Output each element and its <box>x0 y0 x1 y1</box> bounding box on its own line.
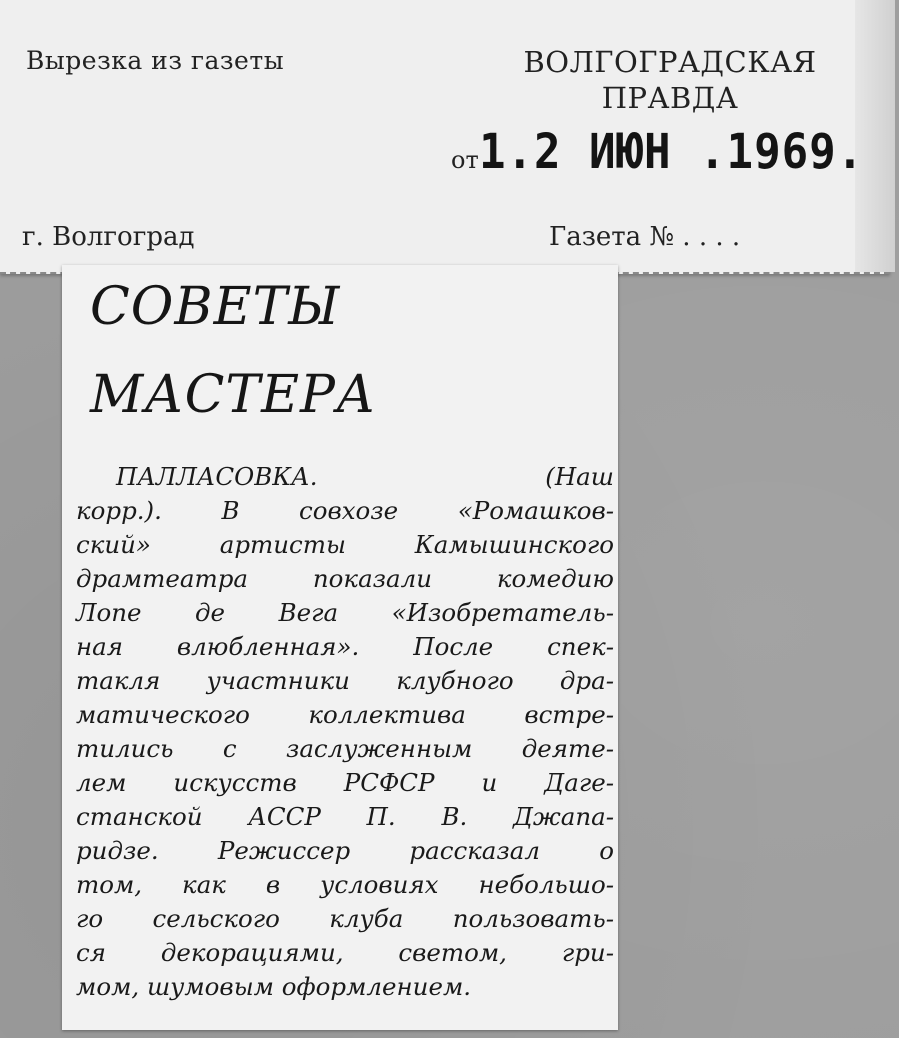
date-prefix: от <box>451 146 479 174</box>
article-headline-line2: МАСТЕРА <box>90 365 377 425</box>
article-line: такля участники клубного дра- <box>76 666 614 695</box>
article-line: матического коллектива встре- <box>76 700 614 729</box>
article-line: ский» артисты Камышинского <box>76 530 614 559</box>
article-line: ся декорациями, светом, гри- <box>76 938 614 967</box>
date-line <box>451 124 897 180</box>
article-line: станской АССР П. В. Джапа- <box>76 802 614 831</box>
newspaper-name-line2: ПРАВДА <box>601 81 739 115</box>
article-line: ридзе. Режиссер рассказал о <box>76 836 614 865</box>
article-line: драмтеатра показали комедию <box>76 564 614 593</box>
article-headline-line1: СОВЕТЫ <box>90 277 341 337</box>
issue-number-label: Газета № . . . . <box>549 222 741 252</box>
article-line: ПАЛЛАСОВКА. (Наш <box>116 462 614 491</box>
article-line: лем искусств РСФСР и Даге- <box>76 768 614 797</box>
article-line: корр.). В совхозе «Ромашков- <box>76 496 614 525</box>
article-body <box>76 460 614 1004</box>
date-stamp: 1.2 ИЮН .1969. <box>478 124 864 180</box>
article-line: том, как в условиях небольшо- <box>76 870 614 899</box>
clipping-source-label: Вырезка из газеты <box>26 46 285 75</box>
article-line: го сельского клуба пользовать- <box>76 904 614 933</box>
article-line: ная влюбленная». После спек- <box>76 632 614 661</box>
article-line: мом, шумовым оформлением. <box>76 972 472 1001</box>
article-line: Лопе де Вега «Изобретатель- <box>76 598 614 627</box>
newspaper-name <box>470 44 870 116</box>
city-label: г. Волгоград <box>22 222 195 252</box>
newspaper-name-line1: ВОЛГОГРАДСКАЯ <box>523 45 817 79</box>
article-line: тились с заслуженным деяте- <box>76 734 614 763</box>
